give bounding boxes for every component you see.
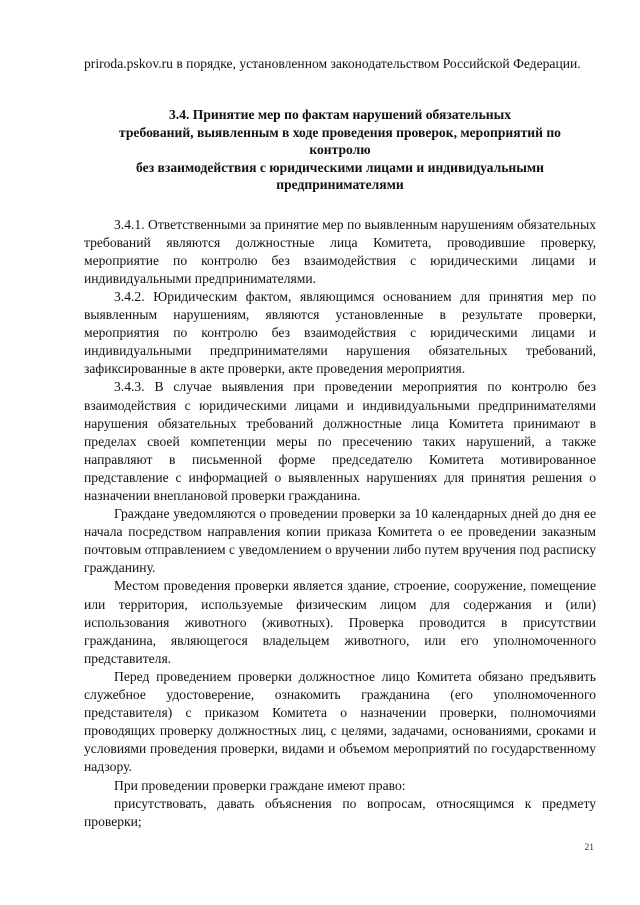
paragraph-3-4-3: 3.4.3. В случае выявления при проведении мероприятия по контролю без взаимодействия с юридическими лицами и индивидуальными предпринимателями нарушения обязательных требований должностные лица Комитета принимают в пределах своей компетенции меры по пресечению таких нарушений, а также направляют в письменной форме председателю Комитета мотивированное представление с информацией о выявленных нарушениях для принятия решения о назначении внеплановой проверки гражданина.: [84, 379, 596, 503]
paragraph-citizen-rights: При проведении проверки граждане имеют право:: [114, 777, 406, 793]
paragraph-3-4-1: 3.4.1. Ответственными за принятие мер по выявленным нарушениям обязательных требований являются должностные лица Комитета, проводившие проверку, мероприятие по контролю без взаимодействия с юридическими лицами и индивидуальными предпринимателями.: [84, 216, 596, 286]
page-number: 21: [584, 843, 594, 853]
section-heading: [84, 106, 596, 194]
paragraph-3-4-2: 3.4.2. Юридическим фактом, являющимся основанием для принятия мер по выявленным нарушениям, являются установленные в результате проверки, мероприятия по контролю без взаимодействия с юридическими лицами и индивидуальными предпринимателями нарушения обязательных требований, зафиксированные в акте проверки, акте проведения мероприятия.: [84, 288, 596, 377]
heading-line: предпринимателями: [276, 177, 404, 193]
paragraph-before-inspection: Перед проведением проверки должностное лицо Комитета обязано предъявить служебное удостоверение, ознакомить гражданина (его уполномоченного представителя) с приказом Комитета о назначении проверки, полномочиями проводящих проверку должностных лиц, с целями, задачами, основаниями, сроками и условиями проведения проверки, видами и объемом мероприятий по государственному надзору.: [84, 668, 596, 775]
paragraph-right-attend: присутствовать, давать объяснения по вопросам, относящимся к предмету проверки;: [84, 795, 596, 829]
heading-line: без взаимодействия с юридическими лицами и индивидуальными: [136, 159, 544, 175]
paragraph-inspection-place: Местом проведения проверки является здание, строение, сооружение, помещение или территория, используемые физическим лицом для содержания и (или) использования животного (животных). Проверка проводится в присутствии гражданина, являющегося владельцем животного, или его уполномоченного представителя.: [84, 578, 596, 666]
heading-line: требований, выявленным в ходе проведения проверок, мероприятий по: [119, 124, 561, 140]
heading-line: 3.4. Принятие мер по фактам нарушений обязательных: [169, 107, 511, 123]
heading-line: контролю: [309, 142, 371, 158]
paragraph-notification: Граждане уведомляются о проведении проверки за 10 календарных дней до дня ее начала посредством направления копии приказа Комитета о ее проведении заказным почтовым отправлением с уведомлением о вручении либо путем вручения под расписку гражданину.: [84, 506, 596, 576]
intro-text: priroda.pskov.ru в порядке, установленном законодательством Российской Федерации.: [84, 56, 581, 71]
